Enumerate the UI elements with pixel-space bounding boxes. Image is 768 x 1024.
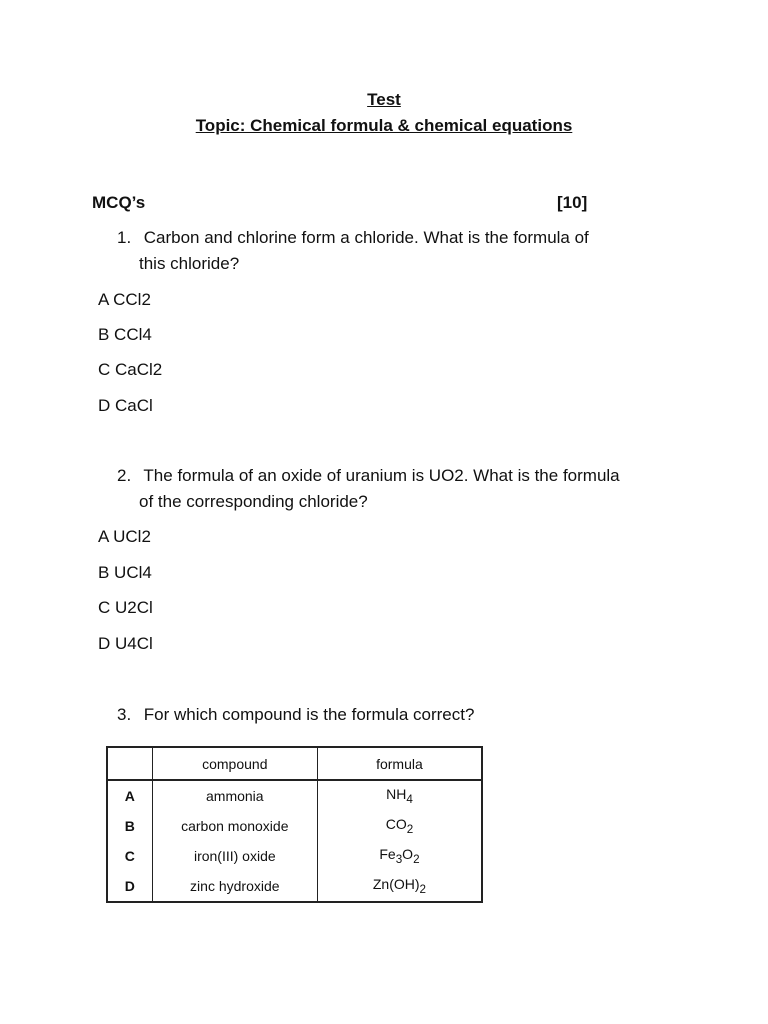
question-number: 3. [117,705,132,724]
question-text-line1: The formula of an oxide of uranium is UO2. What is the formula [143,466,620,485]
row-compound: iron(III) oxide [152,841,317,871]
option: C CaCl2 [98,360,163,379]
question-number: 2. [117,466,132,485]
section-marks: [10] [557,193,588,212]
table-row [107,871,482,902]
row-formula: $Zn(OH)_2$ [317,871,482,902]
option: D U4Cl [98,634,153,653]
table-row [107,811,482,841]
row-formula: $Fe_3O_2$ [317,841,482,871]
row-letter: D [107,871,152,902]
table-row [107,841,482,871]
row-letter: C [107,841,152,871]
question-3 [117,705,474,725]
option: C U2Cl [98,598,153,617]
row-compound: ammonia [152,780,317,811]
row-formula: $NH_4$ [317,780,482,811]
row-letter: A [107,780,152,811]
page-topic: Topic: Chemical formula & chemical equations [195,116,573,135]
question-2 [117,466,620,486]
option: B CCl4 [98,325,152,344]
row-compound: zinc hydroxide [152,871,317,902]
question-number: 1. [117,228,132,247]
row-formula: $CO_2$ [317,811,482,841]
table-header-cell: compound [152,747,317,780]
question-text-line1: Carbon and chlorine form a chloride. What is the formula of [143,228,589,247]
option: A UCl2 [98,527,151,546]
question-text-line1: For which compound is the formula correct? [143,705,475,724]
table-header-row [107,747,482,780]
row-compound: carbon monoxide [152,811,317,841]
section-label: MCQ’s [92,193,146,212]
question-text-line2: this chloride? [139,254,240,273]
option: A CCl2 [98,290,151,309]
page-title: Test [367,90,401,109]
table-header-cell [107,747,152,780]
question-1 [117,228,589,248]
option: B UCl4 [98,563,152,582]
question-text-line2: of the corresponding chloride? [139,492,368,511]
answer-table [106,746,483,903]
option: D CaCl [98,396,153,415]
row-letter: B [107,811,152,841]
table-header-cell: formula [317,747,482,780]
table-row [107,780,482,811]
